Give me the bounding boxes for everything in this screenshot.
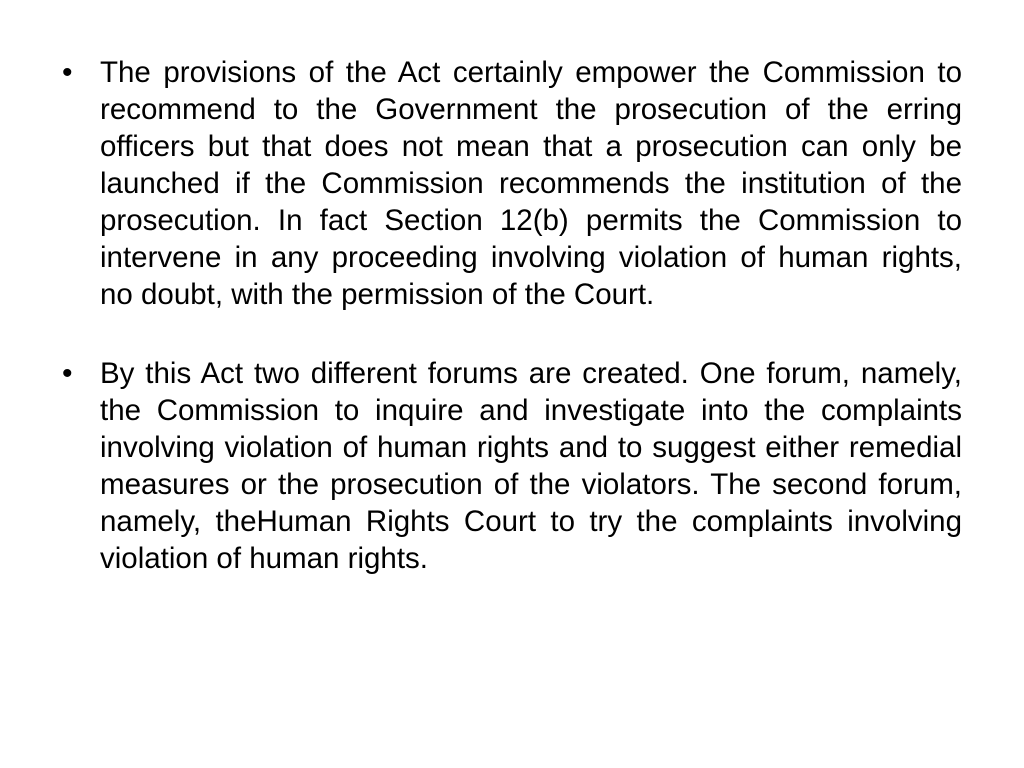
- bullet-item: [62, 355, 962, 577]
- bullet-text: By this Act two different forums are created. One forum, namely, the Commission to inquire and investigate into the complaints involving violation of human rights and to suggest either remedial measures or the prosecution of the violators. The second forum, namely, theHuman Rights Court to try the complaints involving violation of human rights.: [100, 357, 962, 575]
- bullet-dot-icon: •: [62, 357, 73, 390]
- bullet-list: [62, 54, 962, 577]
- bullet-text: The provisions of the Act certainly empower the Commission to recommend to the Government the prosecution of the erring officers but that does not mean that a prosecution can only be launched if the Commission recommends the institution of the prosecution. In fact Section 12(b) permits the Commission to intervene in any proceeding involving violation of human rights, no doubt, with the permission of the Court.: [100, 56, 962, 311]
- bullet-dot-icon: •: [62, 56, 73, 89]
- bullet-item: [62, 54, 962, 313]
